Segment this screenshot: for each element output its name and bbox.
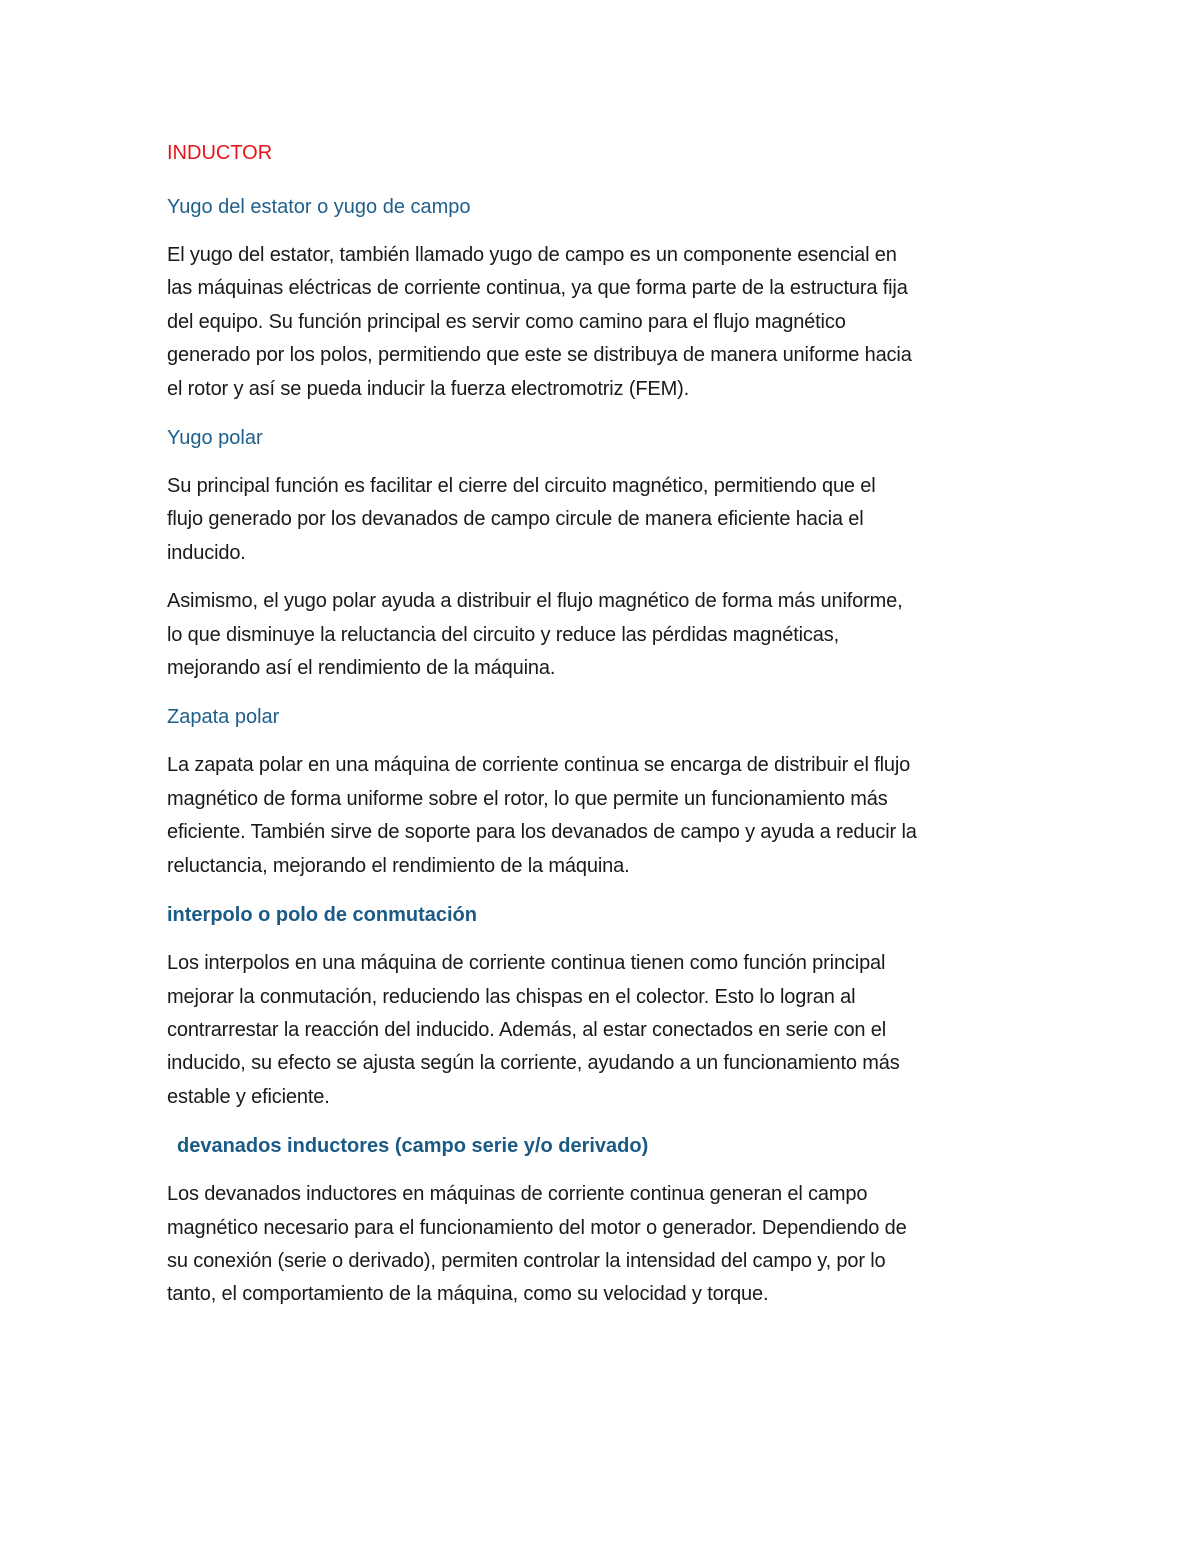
text-line: Asimismo, el yugo polar ayuda a distribuir el flujo magnético de forma más uniforme, (167, 590, 903, 613)
text-line: el rotor y así se pueda inducir la fuerza electromotriz (FEM). (167, 377, 690, 400)
text-line: Los interpolos en una máquina de corriente continua tienen como función principal (167, 952, 886, 975)
text-line: flujo generado por los devanados de campo circule de manera eficiente hacia el (167, 508, 864, 531)
text-line: lo que disminuye la reluctancia del circuito y reduce las pérdidas magnéticas, (167, 623, 839, 646)
paragraph (167, 947, 1047, 1114)
text-line: del equipo. Su función principal es servir como camino para el flujo magnético (167, 310, 846, 333)
document-title: INDUCTOR (167, 142, 273, 164)
document-body (167, 136, 1047, 1327)
text-line: inducido, su efecto se ajusta según la corriente, ayudando a un funcionamiento más (167, 1052, 900, 1075)
text-line: reluctancia, mejorando el rendimiento de la máquina. (167, 854, 630, 877)
text-line: magnético de forma uniforme sobre el rotor, lo que permite un funcionamiento más (167, 787, 888, 810)
text-line: eficiente. También sirve de soporte para los devanados de campo y ayuda a reducir la (167, 821, 917, 844)
text-line: Su principal función es facilitar el cierre del circuito magnético, permitiendo que el (167, 475, 876, 498)
text-line: generado por los polos, permitiendo que este se distribuya de manera uniforme hacia (167, 344, 912, 367)
text-line: magnético necesario para el funcionamiento del motor o generador. Dependiendo de (167, 1216, 907, 1239)
section-heading-yugo-estator: Yugo del estator o yugo de campo (167, 196, 471, 218)
text-line: La zapata polar en una máquina de corriente continua se encarga de distribuir el flujo (167, 754, 911, 777)
section-heading-yugo-polar: Yugo polar (167, 427, 263, 450)
text-line: inducido. (167, 541, 246, 564)
text-line: las máquinas eléctricas de corriente continua, ya que forma parte de la estructura fija (167, 277, 908, 300)
paragraph (167, 585, 1047, 685)
text-line: estable y eficiente. (167, 1085, 330, 1108)
paragraph (167, 1178, 1047, 1312)
section-heading-interpolo: interpolo o polo de conmutación (167, 904, 477, 927)
text-line: El yugo del estator, también llamado yugo de campo es un componente esencial en (167, 244, 897, 266)
paragraph (167, 749, 1047, 883)
section-heading-devanados-inductores: devanados inductores (campo serie y/o derivado) (177, 1135, 649, 1158)
text-line: mejorar la conmutación, reduciendo las chispas en el colector. Esto lo logran al (167, 985, 856, 1008)
text-line: tanto, el comportamiento de la máquina, como su velocidad y torque. (167, 1283, 769, 1306)
text-line: su conexión (serie o derivado), permiten controlar la intensidad del campo y, por lo (167, 1249, 886, 1272)
paragraph (167, 470, 1047, 570)
paragraph (167, 239, 1047, 406)
text-line: contrarrestar la reacción del inducido. Además, al estar conectados en serie con el (167, 1018, 887, 1041)
section-heading-zapata-polar: Zapata polar (167, 706, 280, 729)
text-line: mejorando así el rendimiento de la máquina. (167, 657, 556, 680)
text-line: Los devanados inductores en máquinas de corriente continua generan el campo (167, 1183, 868, 1206)
